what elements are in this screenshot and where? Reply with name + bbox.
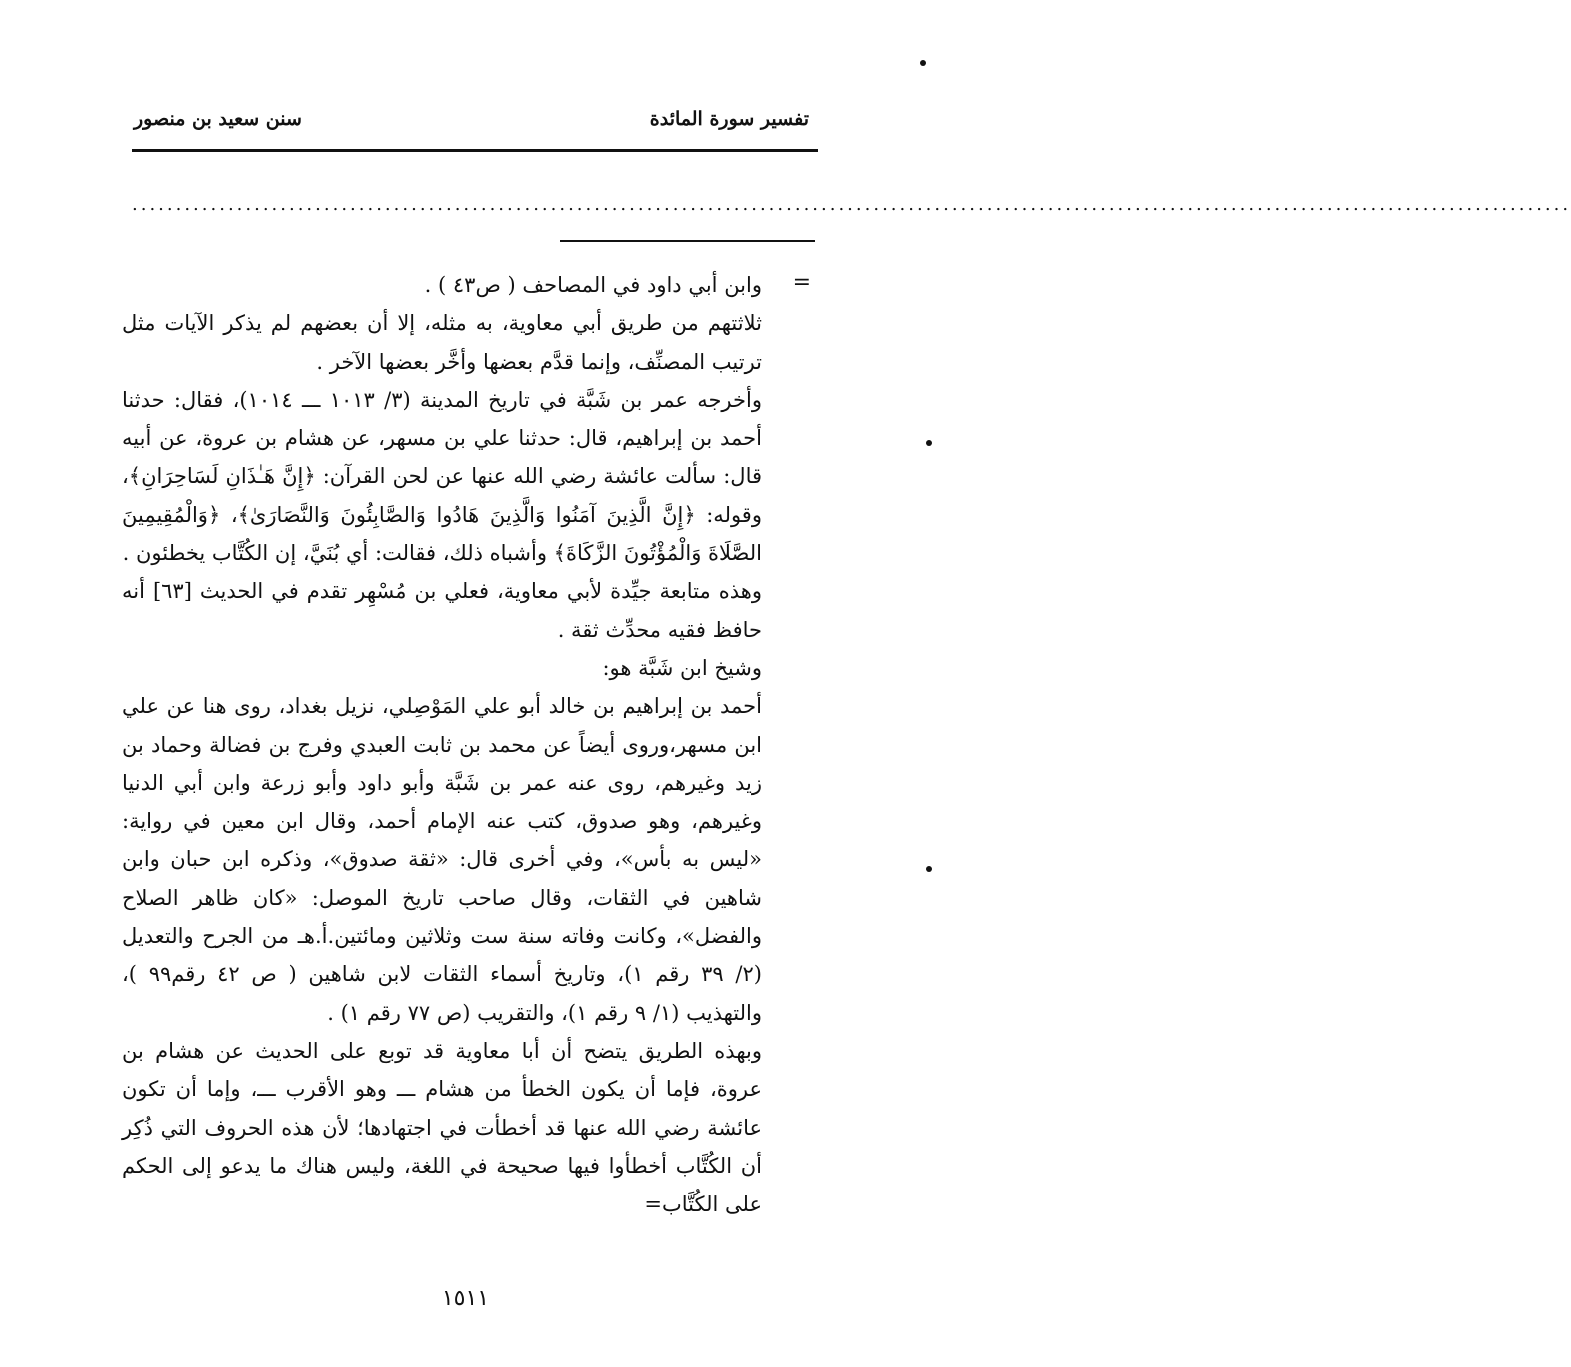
continuation-mark: =	[792, 270, 811, 295]
footnote-rule	[560, 240, 815, 242]
margin-dot	[926, 866, 932, 872]
margin-dot	[926, 440, 932, 446]
paragraph-5: وشيخ ابن شَبَّة هو:	[602, 655, 762, 680]
book-title: سنن سعيد بن منصور	[134, 108, 302, 130]
dotted-separator: .....................................................................................................................................................................	[132, 194, 1571, 215]
paragraph-1: وابن أبي داود في المصاحف ( ص٤٣ ) .	[424, 273, 762, 297]
paragraph-2: ثلاثتهم من طريق أبي معاوية، به مثله، إلا أن بعضهم لم يذكر الآيات مثل ترتيب المصنِّف، وإنما قدَّم بعضها وأخَّر بعضها الآخر .	[122, 311, 762, 374]
margin-dot	[920, 60, 926, 66]
paragraph-6: أحمد بن إبراهيم بن خالد أبو علي المَوْصِلي، نزيل بغداد، روى هنا عن علي ابن مسهر،وروى أيضاً عن محمد بن ثابت العبدي وفرج بن فضالة وحماد بن زيد وغيرهم، روى عنه عمر بن شَبَّة وأبو داود وأبو زرعة وابن أبي الدنيا وغيرهم، وهو صدوق، كتب عنه الإمام أحمد، وقال ابن معين في رواية: «ليس به بأس»، وفي أخرى قال: «ثقة صدوق»، وذكره ابن حبان وابن شاهين في الثقات، وقال صاحب تاريخ الموصل: «كان ظاهر الصلاح والفضل»، وكانت وفاته سنة ست وثلاثين ومائتين.أ.هـ من الجرح والتعديل (٢/ ٣٩ رقم ١)، وتاريخ أسماء الثقات لابن شاهين ( ص ٤٢ رقم٩٩ )، والتهذيب (١/ ٩ رقم ١)، والتقريب (ص ٧٧ رقم ١) .	[122, 694, 762, 1025]
footnote-text	[122, 266, 762, 1223]
paragraph-3: وأخرجه عمر بن شَبَّة في تاريخ المدينة (٣/ ١٠١٣ ـــ ١٠١٤)، فقال: حدثنا أحمد بن إبراهيم، قال: حدثنا علي بن مسهر، عن هشام بن عروة، عن أبيه قال: سألت عائشة رضي الله عنها عن لحن القرآن: ﴿إِنَّ هَـٰذَانِ لَسَاحِرَانِ﴾، وقوله: ﴿إِنَّ الَّذِينَ آمَنُوا وَالَّذِينَ هَادُوا وَالصَّابِئُونَ وَالنَّصَارَىٰ﴾، ﴿وَالْمُقِيمِينَ الصَّلَاةَ وَالْمُؤْتُونَ الزَّكَاةَ﴾ وأشباه ذلك، فقالت: أي بُنَيَّ، إن الكُتَّاب يخطئون .	[122, 387, 762, 566]
page-number: ١٥١١	[441, 1286, 490, 1311]
paragraph-4: وهذه متابعة جيِّدة لأبي معاوية، فعلي بن مُسْهِر تقدم في الحديث [٦٣] أنه حافظ فقيه محدِّث ثقة .	[122, 579, 762, 642]
paragraph-7: وبهذه الطريق يتضح أن أبا معاوية قد توبع على الحديث عن هشام بن عروة، فإما أن يكون الخطأ من هشام ـــ وهو الأقرب ـــ، وإما أن تكون عائشة رضي الله عنها قد أخطأت في اجتهادها؛ لأن هذه الحروف التي ذُكِر أن الكُتَّاب أخطأوا فيها صحيحة في اللغة، وليس هناك ما يدعو إلى الحكم على الكُتَّاب=	[122, 1038, 762, 1217]
header-rule	[132, 149, 818, 152]
chapter-title: تفسير سورة المائدة	[649, 108, 809, 130]
